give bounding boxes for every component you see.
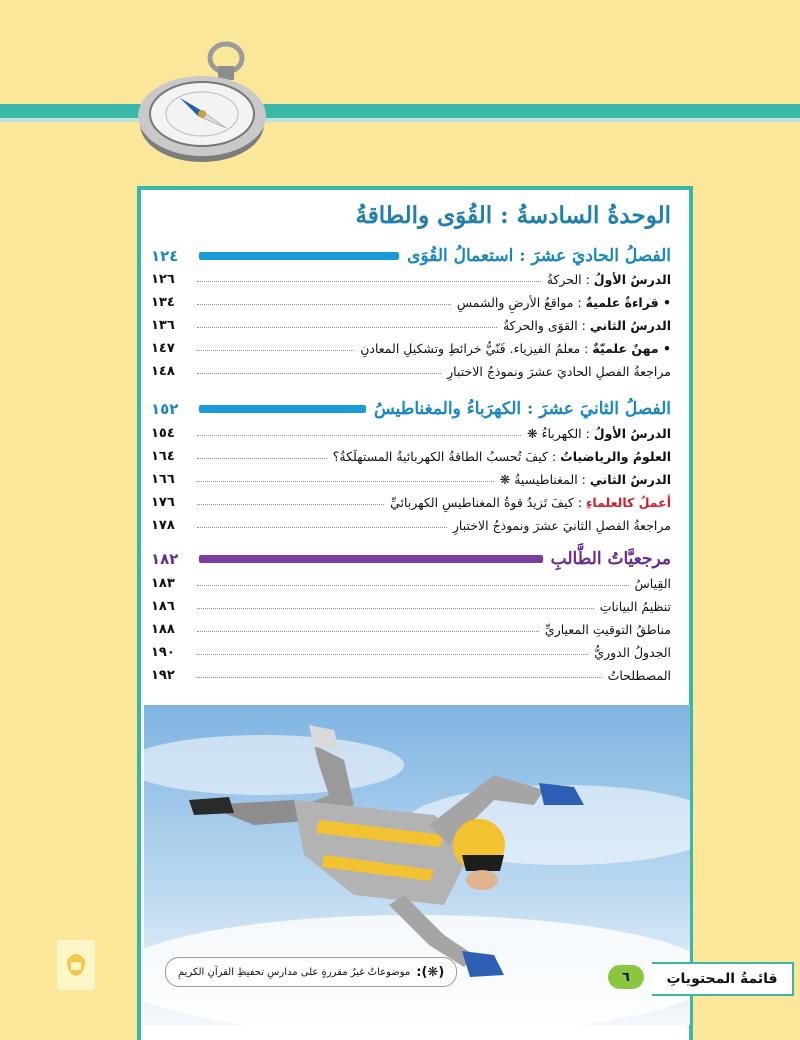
toc-entry[interactable]: القِياسُ ١٨٣: [151, 576, 671, 591]
footnote-symbol: (❋):: [416, 964, 445, 980]
top-band-shadow: [0, 118, 800, 122]
toc-entry[interactable]: مراجعةُ الفصلِ الحاديَ عشرَ ونموذجُ الاختبارِ ١٤٨: [151, 364, 671, 379]
toc-entry[interactable]: الجدولُ الدوريُّ ١٩٠: [151, 645, 671, 660]
toc-entry[interactable]: الدرسُ الثاني : المغناطيسيةُ ❋ ١٦٦: [151, 472, 671, 487]
chapter-title: الفصلُ الثانيَ عشرَ : الكهرَباءُ والمغناطيسُ: [374, 399, 671, 419]
contents-panel: [137, 186, 693, 1040]
chapter-page: ١٥٢: [151, 400, 179, 418]
compass-icon: [122, 36, 272, 166]
toc-entry[interactable]: مراجعةُ الفصلِ الثانيَ عشرَ ونموذجُ الاختبارِ ١٧٨: [151, 518, 671, 533]
chapter-page: ١٢٤: [151, 247, 179, 265]
chapter-bar: [199, 555, 543, 563]
toc-entry[interactable]: المصطلحاتُ ١٩٢: [151, 668, 671, 683]
unit-title: الوحدةُ السادسةُ : القُوَى والطاقةُ: [355, 202, 671, 229]
toc-entry[interactable]: • قراءةٌ علميةٌ : مواقعُ الأرضِ والشمسِ ١٣٤: [151, 295, 671, 310]
footnote: [165, 957, 457, 987]
chapter-bar: [199, 405, 366, 413]
toc-entry[interactable]: مناطقُ التوقيتِ المعياريِّ ١٨٨: [151, 622, 671, 637]
footnote-text: موضوعاتٌ غيرُ مقررةٍ على مدارسِ تحفيظِ القرآنِ الكريمِ: [178, 966, 411, 978]
toc-entry[interactable]: العلومُ والرياضياتُ : كيفَ تُحسبُ الطاقةُ الكهربائيةُ المستهلَكةُ؟ ١٦٤: [151, 449, 671, 464]
chapter-bar: [199, 252, 399, 260]
toc-entry[interactable]: الدرسُ الأولُ : الحركةُ ١٢٦: [151, 272, 671, 287]
toc-entry[interactable]: أعملُ كالعلماءِ : كيفَ تَزيدُ قوةُ المغناطيسِ الكهربائيِّ ١٧٦: [151, 495, 671, 510]
chapter-title: مرجعيَّاتُ الطَّالبِ: [550, 549, 671, 569]
publisher-logo: [57, 940, 95, 990]
page-number: ٦: [608, 965, 644, 989]
chapter-title: الفصلُ الحاديَ عشرَ : استعمالُ القُوَى: [407, 246, 671, 266]
toc-entry[interactable]: الدرسُ الأولُ : الكهرباءُ ❋ ١٥٤: [151, 426, 671, 441]
toc-entry[interactable]: الدرسُ الثاني : القوَى والحركةُ ١٣٦: [151, 318, 671, 333]
page-footer-tab: [602, 962, 800, 994]
top-band: [0, 104, 800, 118]
chapter-page: ١٨٢: [151, 550, 179, 568]
toc-entry[interactable]: تنظيمُ البياناتِ ١٨٦: [151, 599, 671, 614]
footer-label: قائمةُ المحتوياتِ: [652, 962, 794, 996]
toc-entry[interactable]: • مهنٌ علميّةٌ : معلمُ الفيزياء. فَنّيُّ خرائطِ وتشكيلِ المعادنِ ١٤٧: [151, 341, 671, 356]
